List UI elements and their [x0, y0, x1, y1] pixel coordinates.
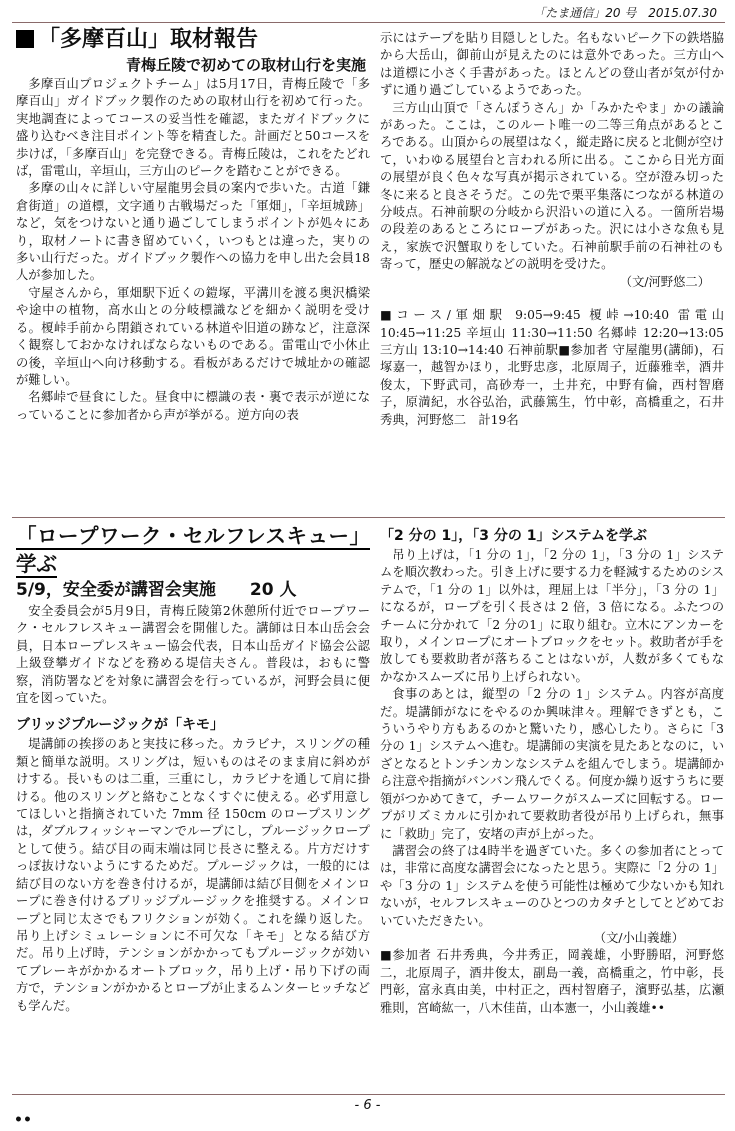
article2-right-column — [380, 526, 724, 1017]
paragraph: 多摩百山プロジェクトチーム」は5月17日，青梅丘陵で「多摩百山」ガイドブック製作のための取材山行を初めて行った。実地調査によってコースの妥当性を確認，またガイドブックに盛り込むべき注目ポイント等を精査した。計画だと50コースを歩けば，「多摩百山」を完登できる。青梅丘陵は，これをたどれば，雷電山，辛垣山，三方山のピークを踏むことができる。 — [16, 77, 370, 179]
paragraph: 名郷峠で昼食にした。昼食中に標識の表・裏で表示が逆になっていることに参加者から声が挙がる。逆方向の表 — [16, 390, 370, 422]
article2-author: （文/小山義雄） — [593, 930, 684, 945]
section-divider — [12, 517, 725, 518]
paragraph: 三方山山頂で「さんぽうさん」か「みかたやま」かの議論があった。ここは，このルート唯一の二等三角点があるところである。山頂からの展望はなく，縦走路に戻ると北側が空けて，いわゆる展望台と言われる所に出る。ここから日光方面の展望が良く色々な写真が掲示されている。空が澄み切った冬に来ると良さそうだ。この先で栗平集落につながる林道の分岐点。石神前駅の分岐から沢沿いの道に入る。一箇所岩場の段差のあるところにロープがあった。沢には小さな魚も見え，家族で沢蟹取りをしていた。石神前駅手前の石神社のも寄って，歴史の解説などの説明を受けた。 — [380, 100, 724, 272]
article1-subtitle: 青梅丘陵で初めての取材山行を実施 — [125, 56, 366, 74]
newsletter-header: 「たま通信」20 号 2015.07.30 — [533, 6, 717, 20]
paragraph: 食事のあとは，縦型の「2 分の 1」システム。内容が高度だ。堤講師がなにをやるのか興味津々。理解できずとも，こういうやり方もあるのかと驚いたり，感心したり。さらに「3 分の 1」システムへ進む。堤講師の実演を見たあとなのに，いざとなるとトンチンカンなシステムを組んでしまう。堤講師から注意や指摘がバンバン飛んでくる。何度か繰り返すうちに要領がつかめてきて，チームワークがスムーズに回転する。ロープがリズミカルに引かれて要救助者役が吊り上げられ，無事に「救助」完了，安堵の声が上がった。 — [380, 687, 724, 841]
article1-course: ■コース/軍畑駅 9:05→9:45 榎峠→10:40 雷電山 10:45→11:25 辛垣山 11:30→11:50 名郷峠 12:20→13:05 三方山 13:10→14:40 石神前駅■参加者 守屋龍男(講師)，石塚嘉一，越智かほり，北野忠彦，北原周子，近藤雅幸，酒井俊太，下野武司，高砂寿一，土井充，中野有倫，西村智磨子，原満紀，水谷弘治，武藤篤生，竹中彰，高橋重之，石井秀典，河野悠二 計19名 — [380, 308, 724, 427]
paragraph: 多摩の山々に詳しい守屋龍男会員の案内で歩いた。古道「鎌倉街道」の道標，文字通り古戦場だった「軍畑」，「辛垣城跡」など，気をつけないと通り過ごしてしまうポイントが処々にあり，取材ノートに書き留めていく，いつもとは違った，実りの多い山行だった。ガイドブック製作への協力を申し出た会員18人が参加した。 — [16, 181, 370, 283]
footer-rule — [12, 1094, 725, 1095]
prusik-heading: ブリッジプルージックが「キモ」 — [16, 717, 225, 734]
paragraph: 講習会の終了は4時半を過ぎていた。多くの参加者にとっては，非常に高度な講習会になったと思う。実際に「2 分の 1」や「3 分の 1」システムを使う可能性は極めて少ないかも知れないが，セルフレスキューのひとつのカタチとしてとどめておいていただきたい。 — [380, 843, 724, 928]
paragraph: 安全委員会が5月9日，青梅丘陵第2休憩所付近でロープワーク・セルフレスキュー講習会を開催した。講師は日本山岳会会員，日本ロープレスキュー協会代表，日本山岳ガイド協会公認上級登攀ガイドなどを務める堤信夫さん。普段は，おもに警察，消防署などを対象に講習会を行っているが，河野会員に便宜を図っていた。 — [16, 604, 370, 706]
paragraph: 示にはテープを貼り目隠しとした。名もないピーク下の鉄塔脇から大岳山，御前山が見えたのには意外であった。三方山へは道標に小さく手書があった。ほとんどの登山者が気が付かずに通り過ごしているようであった。 — [380, 31, 724, 98]
header-rule — [12, 22, 725, 23]
square-bullet-icon — [16, 30, 34, 48]
article2-left-column — [16, 522, 370, 1015]
system-heading: 「2 分の 1」，「3 分の 1」システムを学ぶ — [380, 528, 648, 544]
paragraph: 守屋さんから，軍畑駅下近くの鎧塚，平溝川を渡る奥沢橋梁や途中の植物，高水山との分岐標識などを細かく説明を受ける。榎峠手前から閉鎖されている林道や旧道の跡など，注意深く観察しておかなければならないものである。雷電山で小休止の後，辛垣山へ向け移動する。看板があるだけで城址かの確認が難しい。 — [16, 285, 370, 387]
article2-title: 「ロープワーク・セルフレスキュー」学ぶ — [16, 524, 370, 576]
article1-right-column — [380, 30, 724, 429]
article1-left-column — [16, 26, 370, 424]
article2-subtitle: 5/9，安全委が講習会実施 20 人 — [16, 580, 297, 600]
paragraph: 吊り上げは，「1 分の 1」，「2 分の 1」，「3 分の 1」システムを順次教わった。引き上げに要する力を軽減するためのシステムで，「1 分の 1」以外は，理屈上は「半分」，「3 分の 1」になるが，ロープを引く長さは 2 倍，3 倍になる。ふたつのチームに分かれて「2 分の1」に取り組む。立木にアンカーを取り，メインロープにオートブロックをセット。救助者が手を放しても要救助者が落ちることはないが，人数が多くてもなかなかスムーズに吊り上げられない。 — [380, 548, 724, 684]
article1-title: 「多摩百山」取材報告 — [16, 26, 370, 54]
page-number: - 6 - — [354, 1098, 381, 1113]
footer-dots: •• — [14, 1112, 32, 1128]
article1-author: （文/河野悠二） — [619, 274, 710, 289]
paragraph: 堤講師の挨拶のあと実技に移った。カラビナ，スリングの種類と簡単な説明。スリングは，短いものはそのまま肩に斜めがけする。長いものは二重，三重にし，カラビナを通して肩に掛ける。他のスリングと絡むことなくすぐに使える。必ず用意してほしいと指摘されていた 7mm 径 150cm のロープスリングは，ダブルフィッシャーマンでループにし，プルージックロープとして使う。結び目の両末端は同じ長さに整える。片方だけすっぽ抜けないようにするためだ。プルージックは，一般的には結び目のない方を巻き付けるが，堤講師は結び目側をメインロープに巻き付けるブリッジプルージックを推奨する。メインロープと同じ太さでもフリクションが効く。これを繰り返した。吊り上げシミュレーションに不可欠な「キモ」となる結び方だ。吊り上げ時，テンションがかかってもプルージックが効いてブレーキがかかるオートブロック，吊り上げ・吊り下げの両方で，テンションがかかるとロープが止まるムンターヒッチなども学んだ。 — [16, 737, 370, 1013]
article2-participants: ■参加者 石井秀典，今井秀正，岡義雄，小野勝昭，河野悠二，北原周子，酒井俊太，副島一義，高橋重之，竹中彰，長門彰，富永真由美，中村正之，西村智磨子，濱野弘基，広瀬雅則，宮崎紘一，八木佳苗，山本憲一，小山義雄•• — [380, 948, 724, 1015]
